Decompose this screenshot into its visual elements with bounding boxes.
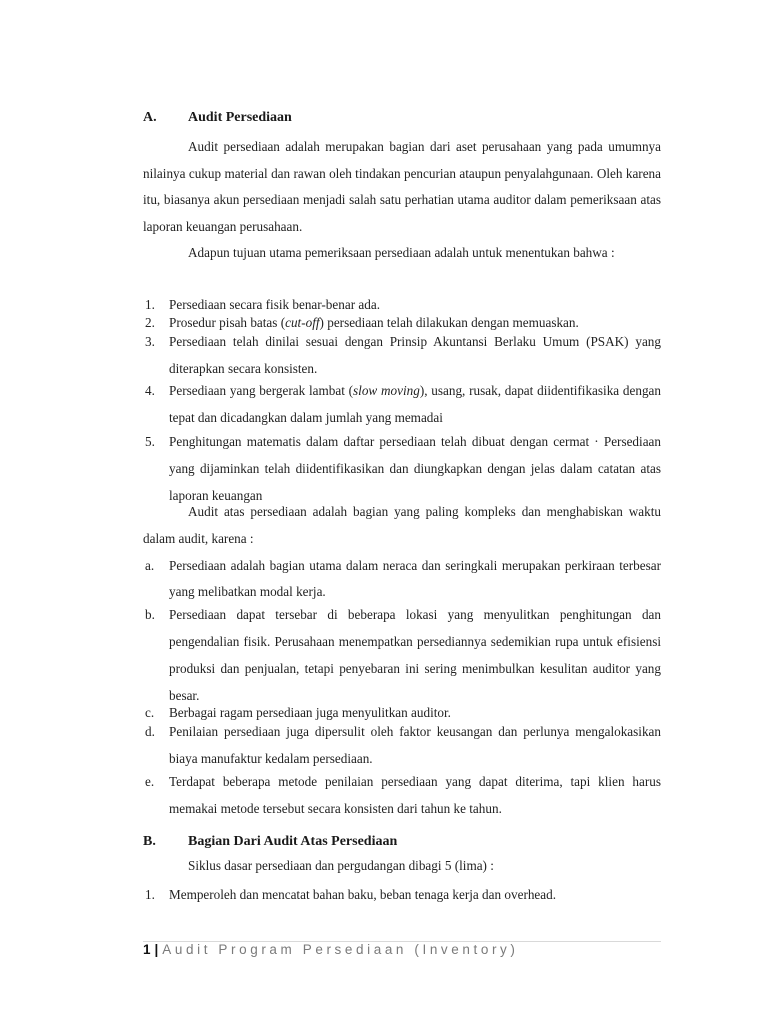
section-a-heading [143, 110, 292, 126]
section-b-paragraph-1: Siklus dasar persediaan dan pergudangan dibagi 5 (lima) : [188, 858, 494, 873]
list-item: c. Berbagai ragam persediaan juga menyulitkan auditor. [145, 705, 451, 720]
section-b-heading [143, 834, 397, 850]
list-item: 2. Prosedur pisah batas (cut-off) persediaan telah dilakukan dengan memuaskan. [145, 315, 579, 330]
section-a-title: Audit Persediaan [188, 110, 292, 125]
section-a-paragraph-1: Audit persediaan adalah merupakan bagian dari aset perusahaan yang pada umumnya nilainya cukup material dan rawan oleh tindakan pencurian ataupun penyalahgunaan. Oleh karena itu, biasanya akun persediaan menjadi salah satu perhatian utama auditor dalam pemeriksaan atas laporan keuangan perusahaan. [143, 139, 661, 234]
list-item: a. Persediaan adalah bagian utama dalam neraca dan seringkali merupakan perkiraan terbesar yang melibatkan modal kerja. [145, 558, 661, 599]
section-a-paragraph-2: Adapun tujuan utama pemeriksaan persediaan adalah untuk menentukan bahwa : [188, 245, 615, 260]
list-item: 1. Persediaan secara fisik benar-benar ada. [145, 297, 380, 312]
section-b-number: B. [143, 834, 156, 849]
list-item: 4. Persediaan yang bergerak lambat (slow moving), usang, rusak, dapat diidentifikasika dengan tepat dan dicadangkan dalam jumlah yang memadai [145, 383, 661, 425]
page-number: 1 [143, 942, 151, 957]
section-a-number: A. [143, 110, 157, 125]
list-item: 1. Memperoleh dan mencatat bahan baku, beban tenaga kerja dan overhead. [145, 887, 557, 902]
cycle-list [143, 886, 661, 904]
page-footer [143, 942, 519, 957]
list-item: 3. Persediaan telah dinilai sesuai dengan Prinsip Akuntansi Berlaku Umum (PSAK) yang diterapkan secara konsisten. [145, 334, 661, 376]
list-item: d. Penilaian persediaan juga dipersulit oleh faktor keusangan dan perlunya mengalokasikan biaya manufaktur kedalam persediaan. [145, 724, 661, 766]
footer-separator: | [154, 942, 159, 957]
running-title: Audit Program Persediaan (Inventory) [162, 942, 519, 957]
objectives-list [143, 296, 661, 509]
list-item: b. Persediaan dapat tersebar di beberapa lokasi yang menyulitkan penghitungan dan pengendalian fisik. Perusahaan menempatkan persediannya sedemikian rupa untuk efisiensi produksi dan penjualan, tetapi penyebaran ini sering menimbulkan kesulitan auditor yang besar. [145, 607, 661, 703]
list-item: e. Terdapat beberapa metode penilaian persediaan yang dapat diterima, tapi klien harus memakai metode tersebut secara konsisten dari tahun ke tahun. [145, 774, 661, 816]
section-a-paragraph-3: Audit atas persediaan adalah bagian yang paling kompleks dan menghabiskan waktu dalam audit, karena : [143, 504, 661, 546]
list-item: 5. Penghitungan matematis dalam daftar persediaan telah dibuat dengan cermat · Persediaan yang dijaminkan telah diidentifikasikan dan diungkapkan dengan jelas dalam catatan atas laporan keuangan [145, 434, 661, 503]
section-b-title: Bagian Dari Audit Atas Persediaan [188, 834, 398, 849]
reasons-list [143, 553, 661, 822]
